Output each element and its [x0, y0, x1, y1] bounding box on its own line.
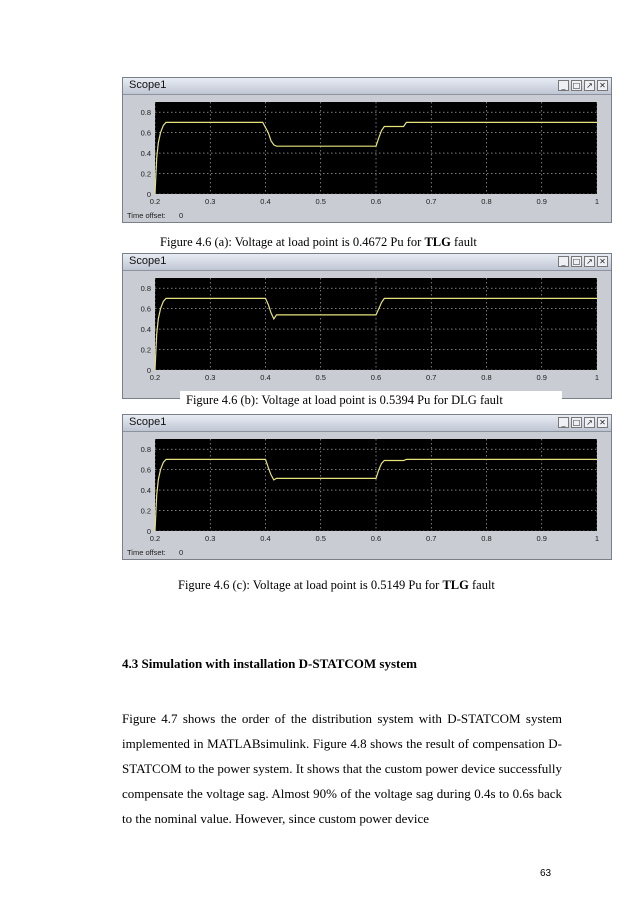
page-number: 63 — [540, 868, 552, 879]
scope-plot-b — [123, 270, 611, 398]
scope-title: Scope1 — [129, 79, 167, 91]
figure-caption-c: Figure 4.6 (c): Voltage at load point is 0.5149 Pu for TLG fault — [178, 578, 495, 592]
x-tick-label: 0.6 — [370, 373, 382, 382]
y-tick-label: 0.4 — [140, 325, 151, 335]
minimize-icon[interactable]: _ — [558, 256, 569, 267]
plot-area — [155, 278, 597, 370]
scope-titlebar — [123, 254, 611, 271]
scope-titlebar — [123, 415, 611, 432]
restore-icon[interactable]: ↗ — [584, 256, 595, 267]
x-tick-label: 0.4 — [260, 373, 271, 382]
y-tick-label: 0.8 — [140, 445, 151, 455]
minimize-icon[interactable]: _ — [558, 80, 569, 91]
minimize-icon[interactable]: _ — [558, 417, 569, 428]
x-tick-label: 0.8 — [481, 373, 492, 382]
maximize-icon[interactable]: □ — [572, 257, 581, 266]
x-tick-label: 0.9 — [536, 197, 547, 206]
plot-area — [155, 439, 597, 531]
x-tick-label: 0.9 — [536, 534, 547, 543]
time-offset-value: 0 — [179, 211, 184, 220]
scope-titlebar — [123, 78, 611, 95]
scope-title: Scope1 — [129, 416, 167, 428]
x-tick-label: 0.3 — [205, 534, 216, 543]
y-tick-label: 0 — [146, 366, 151, 375]
y-tick-label: 0.6 — [140, 128, 151, 138]
x-tick-label: 0.8 — [481, 534, 492, 543]
x-tick-label: 0.7 — [426, 373, 437, 382]
body-paragraph: Figure 4.7 shows the order of the distribution system with D-STATCOM system implemented in MATLABsimulink. Figure 4.8 shows the result of compensation D-STATCOM to the power system. It shows that the custom power device successfully compensate the voltage sag. Almost 90% of the voltage sag during 0.4s to 0.6s back to the nominal value. However, since custom power device — [122, 711, 562, 826]
y-tick-label: 0.8 — [140, 284, 151, 294]
x-tick-label: 0.6 — [370, 534, 382, 543]
x-tick-label: 0.8 — [481, 197, 492, 206]
x-tick-label: 1 — [594, 197, 600, 206]
scope-plot-a — [123, 94, 611, 222]
plot-area — [155, 102, 597, 194]
figure-caption-b: Figure 4.6 (b): Voltage at load point is 0.5394 Pu for DLG fault — [180, 391, 562, 410]
x-tick-label: 0.2 — [149, 197, 161, 206]
x-tick-label: 0.4 — [260, 534, 271, 543]
window-controls — [558, 417, 608, 428]
figure-caption-a: Figure 4.6 (a): Voltage at load point is 0.4672 Pu for TLG fault — [160, 235, 477, 249]
y-tick-label: 0.8 — [140, 108, 151, 118]
x-tick-label: 0.5 — [315, 197, 326, 206]
scope-plot-c — [123, 431, 611, 559]
y-tick-label: 0.4 — [140, 149, 151, 159]
scope-title: Scope1 — [129, 255, 167, 267]
section-heading: 4.3 Simulation with installation D-STATCOM system — [122, 656, 417, 671]
x-tick-label: 0.7 — [426, 534, 437, 543]
y-tick-label: 0.2 — [140, 506, 151, 516]
y-tick-label: 0.2 — [140, 169, 151, 179]
maximize-icon[interactable]: □ — [572, 418, 581, 427]
x-tick-label: 0.3 — [205, 197, 216, 206]
scope-window-a — [122, 77, 612, 223]
x-tick-label: 0.5 — [315, 373, 326, 382]
x-tick-label: 0.2 — [149, 373, 161, 382]
y-tick-label: 0 — [146, 527, 151, 536]
y-tick-label: 0.2 — [140, 345, 151, 355]
maximize-icon[interactable]: □ — [572, 81, 581, 90]
x-tick-label: 1 — [594, 534, 600, 543]
close-icon[interactable]: ✕ — [597, 417, 608, 428]
restore-icon[interactable]: ↗ — [584, 80, 595, 91]
scope-window-b — [122, 253, 612, 399]
window-controls — [558, 80, 608, 91]
y-tick-label: 0 — [146, 190, 151, 199]
x-tick-label: 0.2 — [149, 534, 161, 543]
close-icon[interactable]: ✕ — [597, 256, 608, 267]
y-tick-label: 0.6 — [140, 304, 151, 314]
time-offset-value: 0 — [179, 548, 184, 557]
time-offset-label: Time offset: — [127, 548, 166, 557]
y-tick-label: 0.6 — [140, 465, 151, 475]
close-icon[interactable]: ✕ — [597, 80, 608, 91]
scope-window-c — [122, 414, 612, 560]
window-controls — [558, 256, 608, 267]
x-tick-label: 0.7 — [426, 197, 437, 206]
x-tick-label: 0.4 — [260, 197, 271, 206]
x-tick-label: 1 — [594, 373, 600, 382]
x-tick-label: 0.9 — [536, 373, 547, 382]
restore-icon[interactable]: ↗ — [584, 417, 595, 428]
x-tick-label: 0.6 — [370, 197, 382, 206]
x-tick-label: 0.5 — [315, 534, 326, 543]
y-tick-label: 0.4 — [140, 486, 151, 496]
x-tick-label: 0.3 — [205, 373, 216, 382]
time-offset-label: Time offset: — [127, 211, 166, 220]
